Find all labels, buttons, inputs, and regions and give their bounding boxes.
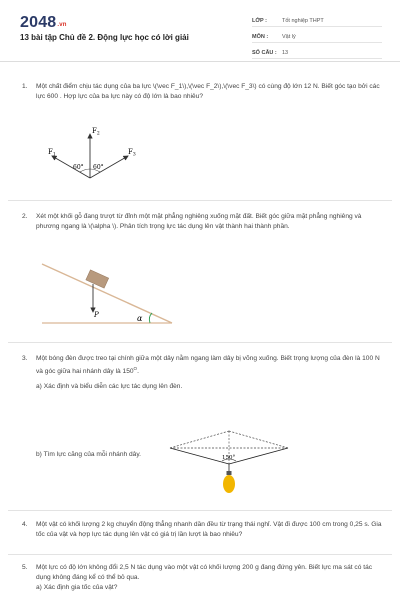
question-divider	[8, 554, 392, 555]
document-title: 13 bài tập Chủ đề 2. Động lực học có lời giải	[20, 33, 189, 42]
question-number: 5.	[22, 564, 28, 571]
meta-value: 13	[282, 50, 289, 56]
figure-inclined-plane	[38, 260, 178, 330]
figure-hanging-lamp	[166, 426, 292, 498]
lamp-bulb	[223, 475, 235, 493]
force-f2-label: $F_2$	[92, 127, 100, 137]
question-number: 3.	[22, 355, 28, 362]
figure-three-forces	[40, 120, 150, 186]
meta-label: LỚP :	[252, 18, 267, 24]
question-5	[22, 563, 382, 593]
question-sub-a: a) Xác định gia tốc của vật?	[36, 584, 118, 591]
site-logo[interactable]	[20, 14, 67, 32]
meta-value: Tốt nghiệp THPT	[282, 18, 324, 24]
slope-line	[42, 264, 172, 323]
question-divider	[8, 510, 392, 511]
question-text: Một bóng đèn được treo tại chính giữa một dây nằm ngang làm dây bị võng xuống. Biết trọng lượng của đèn là 100 N và góc giữa hai nhánh dây là $150^O$.	[36, 355, 380, 376]
dashed-upper-right	[229, 431, 288, 448]
force-f3-label: $F_3$	[128, 148, 136, 158]
alpha-label: α	[137, 314, 143, 323]
meta-row-count	[252, 46, 382, 59]
logo-suffix: .vn	[57, 22, 67, 28]
question-1	[22, 82, 382, 102]
lamp-socket	[227, 471, 232, 475]
question-text: Xét một khối gỗ đang trượt từ đỉnh một mặt phẳng nghiêng xuống mặt đất. Biết góc giữa mặt phẳng nghiêng và phương ngang là \(\alpha \). Phân tích trọng lực tác dụng lên vật thành hai thành phần.	[36, 213, 362, 230]
question-4	[22, 520, 382, 540]
force-f1-arrow	[52, 156, 90, 178]
angle-left-label: 60°	[73, 164, 84, 171]
question-divider	[8, 342, 392, 343]
question-number: 1.	[22, 83, 28, 90]
weight-label: P	[94, 311, 99, 319]
meta-value: Vật lý	[282, 34, 296, 40]
question-sub-b: b) Tìm lực căng của mỗi nhánh dây.	[36, 451, 141, 458]
question-text: Một vật có khối lượng 2 kg chuyển động thẳng nhanh dần đều từ trạng thái nghỉ. Vật đi được 100 cm trong 0,25 s. Gia tốc của vật và hợp lực tác dụng lên vật có giá trị lần lượt là bao nhiêu?	[36, 521, 382, 538]
angle-right-label: 60°	[93, 164, 104, 171]
question-text: Một chất điểm chịu tác dụng của ba lực \(\vec F_1\),\(\vec F_2\),\(\vec F_3\) có cùng độ lớn 12 N. Biết góc tạo bởi các lực 600 . Hợp lực của ba lực này có độ lớn là bao nhiêu?	[36, 83, 380, 100]
meta-label: MÔN :	[252, 34, 269, 40]
document-header	[0, 0, 400, 62]
wire-left	[170, 448, 229, 464]
wire-angle-label: 150°	[222, 455, 236, 461]
question-sub-a: a) Xác định và biểu diễn các lực tác dụng lên đèn.	[36, 383, 183, 391]
question-divider	[8, 200, 392, 201]
meta-info	[252, 14, 382, 62]
question-number: 4.	[22, 521, 28, 528]
meta-label: SỐ CÂU :	[252, 50, 277, 56]
question-3	[22, 354, 382, 392]
question-text: Một lực có độ lớn không đổi 2,5 N tác dụng vào một vật có khối lượng 200 g đang đứng yên. Biết lực ma sát có tác dụng không đáng kể có thể bỏ qua.	[36, 564, 373, 581]
wire-right	[229, 448, 288, 464]
dashed-upper-left	[170, 431, 229, 448]
meta-row-subject	[252, 30, 382, 43]
question-number: 2.	[22, 213, 28, 220]
question-2	[22, 212, 382, 232]
logo-text: 2048	[20, 14, 57, 31]
meta-row-class	[252, 14, 382, 27]
force-f1-label: $F_1$	[48, 148, 56, 158]
